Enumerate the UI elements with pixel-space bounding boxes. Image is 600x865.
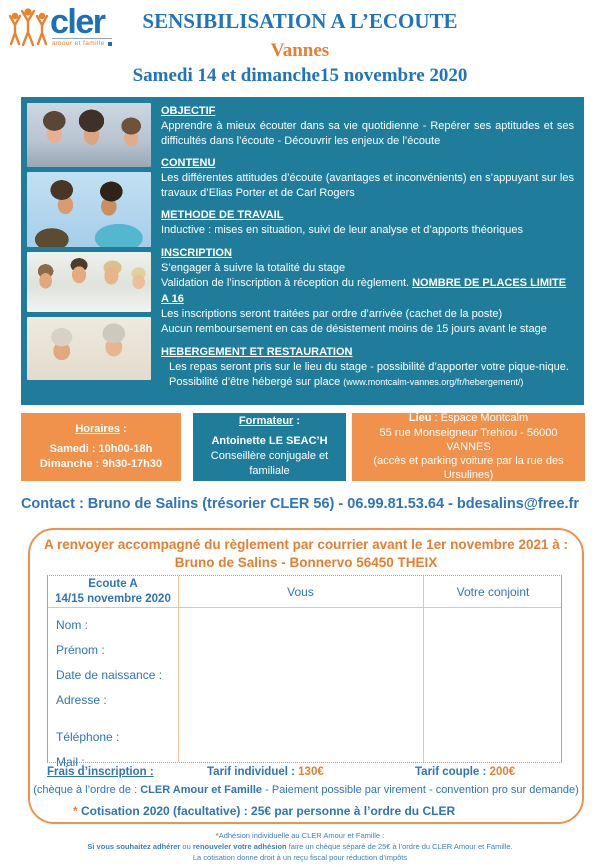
formateur-box (193, 413, 346, 481)
contact-line (0, 496, 600, 512)
registration-box (28, 528, 584, 824)
hebergement-line-1: Les repas seront pris sur le lieu du stage - possibilité d’apporter votre pique-nique. (169, 361, 569, 374)
brand-tagline: amour et famille (52, 38, 112, 47)
formateur-name: Antoinette LE SEAC’H (211, 435, 328, 448)
inscription-line-4: Aucun remboursement en cas de désistement moins de 15 jours avant le stage (161, 322, 547, 335)
section-contenu (161, 157, 574, 200)
fees-label: Frais d’inscription : (47, 766, 154, 778)
course-dates: 14/15 novembre 2020 (55, 592, 171, 605)
section-body: Les différentes attitudes d’écoute (avantages et inconvénients) en s’appuyant sur les travaux d’Elias Porter et de Carl Rogers (161, 172, 574, 199)
places-limit-highlight: NOMBRE DE PLACES LIMITE A 16 (161, 277, 567, 305)
row-label-adresse: Adresse : (56, 693, 107, 707)
course-name: Ecoute A (88, 578, 138, 591)
horaires-heading-text: Horaires (75, 422, 120, 435)
inscription-line-1: S’engager à suivre la totalité du stage (161, 262, 346, 275)
horaires-sunday: Dimanche : 9h30-17h30 (39, 457, 163, 470)
table-header-vous: Vous (287, 584, 314, 599)
formateur-role: Conseillère conjugale et familiale (210, 450, 329, 477)
table-header-conjoint: Votre conjoint (456, 584, 530, 599)
photo-strip (27, 103, 151, 399)
page-title: SENSIBILISATION A L’ECOUTE (142, 9, 458, 33)
formateur-heading-text: Formateur (238, 415, 294, 428)
footnote-star: * (215, 831, 219, 840)
photo-teenagers (27, 103, 151, 167)
program-content (161, 103, 574, 399)
row-label-naissance: Date de naissance : (56, 668, 163, 682)
footnote-line-1 (0, 831, 600, 842)
section-heading: CONTENU (161, 157, 216, 170)
horaires-heading-colon: : (119, 422, 127, 435)
form-title-line2: Bruno de Salins - Bonnervo 56450 THEIX (174, 555, 438, 570)
hebergement-line-2-text: Possibilité d’être hébergé sur place (169, 376, 344, 389)
footnote-line-2 (0, 842, 600, 853)
lieu-heading (358, 411, 579, 425)
contact-text: Contact : Bruno de Salins (trésorier CLER 56) - 06.99.81.53.64 - (20, 496, 457, 512)
footnote-adherer-bold: Si vous souhaitez adhérer (87, 841, 181, 851)
fees-row (30, 766, 582, 782)
footnote-line-3: La cotisation donne droit à un reçu fiscal pour réduction d’impôts (192, 852, 408, 862)
cotisation-star: * (73, 804, 82, 818)
section-heading: HEBERGEMENT ET RESTAURATION (161, 346, 353, 359)
row-label-mail: Mail : (56, 755, 85, 769)
individual-fee-label: Tarif individuel : (207, 766, 299, 778)
row-label-prenom: Prénom : (56, 643, 105, 657)
individual-price: 130€ (298, 766, 324, 778)
section-objectif (161, 105, 574, 148)
cheque-note-suffix: - Paiement possible par virement - convention pro sur demande) (262, 784, 579, 796)
city-subtitle: Vannes (270, 40, 330, 61)
cotisation-note (73, 804, 455, 818)
table-header-course (48, 576, 178, 607)
cheque-note (30, 784, 582, 796)
inscription-line-2 (161, 276, 574, 306)
footnote (0, 831, 600, 864)
couple-price: 200€ (489, 766, 516, 778)
horaires-heading (27, 423, 175, 435)
inscription-line-3: Les inscriptions seront traitées par ordre d’arrivée (cachet de la poste) (161, 307, 503, 320)
brand-text: cler (50, 3, 105, 41)
photo-couple (27, 172, 151, 247)
hebergement-line-2 (161, 375, 574, 390)
section-body: Apprendre à mieux écouter dans sa vie quotidienne - Repérer ses aptitudes et ses difficultés dans l’écoute - Découvrir les enjeux de l’écoute (161, 120, 574, 147)
contact-email[interactable]: bdesalins@free.fr (456, 496, 580, 512)
lieu-box (352, 413, 585, 481)
section-body: Inductive : mises en situation, suivi de leur analyse et d’apports théoriques (161, 224, 523, 237)
cheque-note-prefix: (chèque à l’ordre de : (33, 784, 141, 796)
section-heading: OBJECTIF (161, 105, 216, 117)
photo-family (27, 252, 151, 312)
section-methode (161, 209, 574, 238)
lieu-access-note: (accès et parking voiture par la rue des Ursulines) (373, 455, 564, 482)
couple-fee-label: Tarif couple : (415, 766, 490, 778)
footnote-renouveler-bold: renouveler votre adhésion (192, 841, 287, 851)
formateur-heading (199, 415, 340, 427)
horaires-saturday: Samedi : 10h00-18h (49, 442, 153, 455)
row-label-telephone: Téléphone : (56, 730, 120, 744)
hebergement-website-url[interactable]: (www.montcalm-vannes.org/fr/hebergement/) (343, 377, 524, 388)
couple-fee (415, 766, 515, 778)
program-panel (21, 97, 584, 405)
section-inscription (161, 247, 574, 337)
table-row-labels (48, 607, 178, 778)
individual-fee (207, 766, 324, 778)
form-title-line1: A renvoyer accompagné du règlement par courrier avant le 1er novembre 2021 à : (44, 537, 568, 552)
inscription-line-2-text: Validation de l’inscription à réception du règlement. (161, 277, 413, 290)
row-label-nom: Nom : (56, 618, 89, 632)
lieu-heading-text: Lieu (408, 412, 432, 425)
date-line: Samedi 14 et dimanche15 novembre 2020 (132, 65, 468, 86)
section-hebergement (161, 346, 574, 390)
photo-senior-couple (27, 317, 151, 380)
section-heading: METHODE DE TRAVAIL (161, 209, 284, 222)
section-heading: INSCRIPTION (161, 247, 232, 260)
lieu-venue-name: : Espace Montcalm (431, 412, 529, 425)
registration-table (47, 575, 562, 769)
footnote-line-2-rest: faire un chèque séparé de 25€ à l’ordre du CLER Amour et Famille. (286, 841, 513, 851)
formateur-heading-colon: : (293, 415, 301, 428)
lieu-address: 55 rue Monseigneur Trehiou - 56000 VANNES (379, 426, 558, 453)
horaires-box (21, 413, 181, 481)
footnote-line-1-text: Adhésion individuelle au CLER Amour et Famille : (218, 831, 385, 840)
cheque-payee: CLER Amour et Famille (140, 784, 263, 796)
footnote-line-2-mid: ou (180, 841, 193, 851)
cotisation-text: Cotisation 2020 (facultative) : 25€ par personne à l’ordre du CLER (81, 804, 456, 818)
